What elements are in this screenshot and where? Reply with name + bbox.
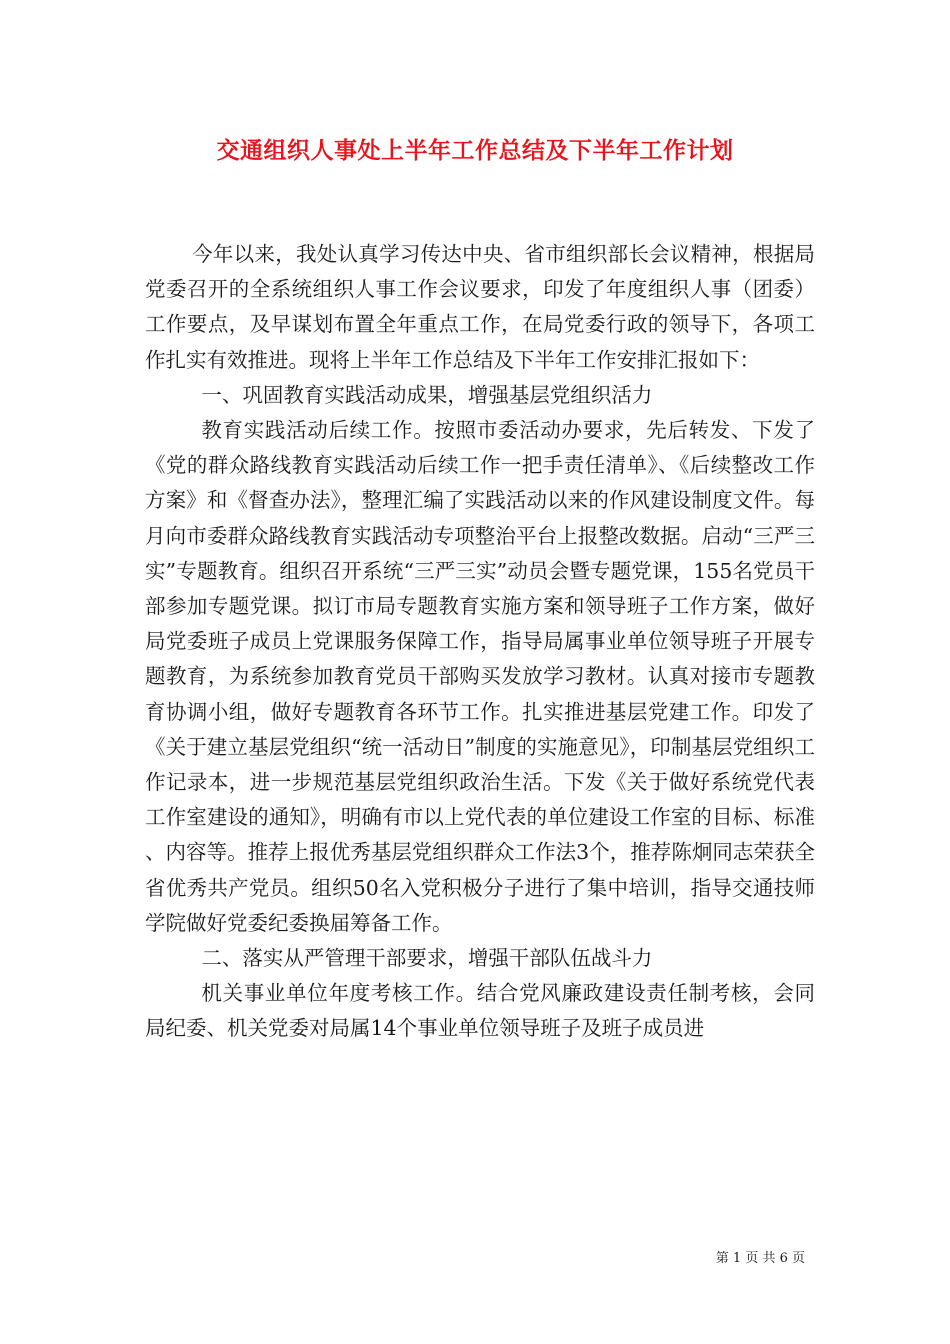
- section-heading-2: 二、落实从严管理干部要求，增强干部队伍战斗力: [201, 946, 653, 971]
- page-number-footer: 第 1 页 共 6 页: [715, 1251, 805, 1266]
- section-2-paragraph: 机关事业单位年度考核工作。结合党风廉政建设责任制考核，会同局纪委、机关党委对局属14个事业单位领导班子及班子成员进: [145, 981, 815, 1041]
- intro-paragraph: 今年以来，我处认真学习传达中央、省市组织部长会议精神，根据局党委召开的全系统组织人事工作会议要求，印发了年度组织人事（团委）工作要点，及早谋划布置全年重点工作，在局党委行政的领导下，各项工作扎实有效推进。现将上半年工作总结及下半年工作安排汇报如下：: [145, 242, 815, 372]
- document-body: [145, 237, 815, 1047]
- section-heading-1: 一、巩固教育实践活动成果，增强基层党组织活力: [201, 382, 653, 407]
- document-title: 交通组织人事处上半年工作总结及下半年工作计划: [216, 137, 734, 164]
- section-1-paragraph: 教育实践活动后续工作。按照市委活动办要求，先后转发、下发了《党的群众路线教育实践活动后续工作一把手责任清单》、《后续整改工作方案》和《督查办法》，整理汇编了实践活动以来的作风建设制度文件。每月向市委群众路线教育实践活动专项整治平台上报整改数据。启动“三严三实”专题教育。组织召开系统“三严三实”动员会暨专题党课，155名党员干部参加专题党课。拟订市局专题教育实施方案和领导班子工作方案，做好局党委班子成员上党课服务保障工作，指导局属事业单位领导班子开展专题教育，为系统参加教育党员干部购买发放学习教材。认真对接市专题教育协调小组，做好专题教育各环节工作。扎实推进基层党建工作。印发了《关于建立基层党组织“统一活动日”制度的实施意见》，印制基层党组织工作记录本，进一步规范基层党组织政治生活。下发《关于做好系统党代表工作室建设的通知》，明确有市以上党代表的单位建设工作室的目标、标准、内容等。推荐上报优秀基层党组织群众工作法3个，推荐陈炯同志荣获全省优秀共产党员。组织50名入党积极分子进行了集中培训，指导交通技师学院做好党委纪委换届筹备工作。: [145, 418, 815, 935]
